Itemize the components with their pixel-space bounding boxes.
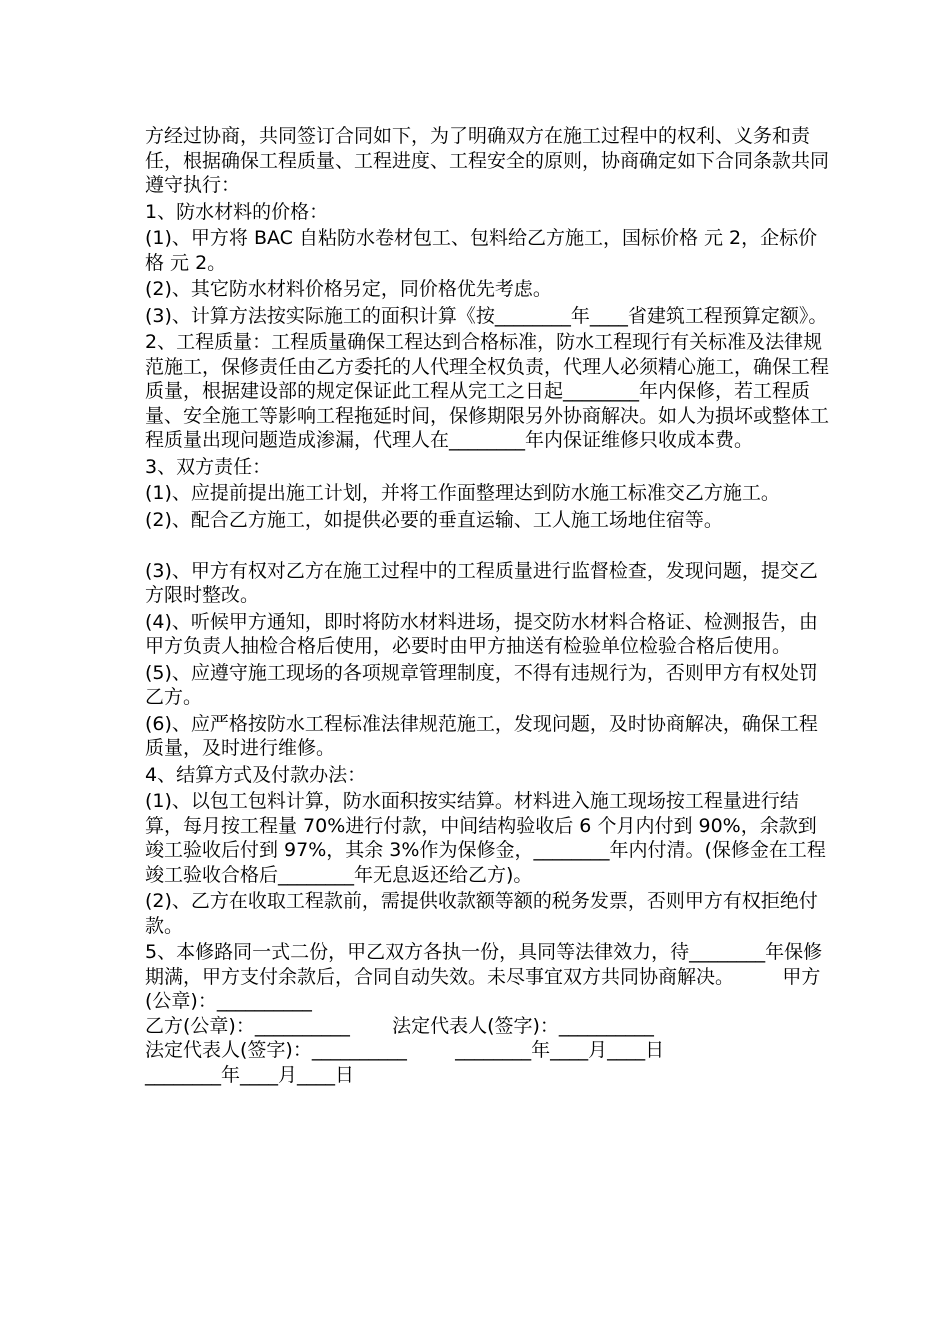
section-3-item-5: (5)、应遵守施工现场的各项规章管理制度，不得有违规行为，否则甲方有权处罚乙方。 [145, 661, 818, 708]
section-1-item-3: (3)、计算方法按实际施工的面积计算《按________年____省建筑工程预算定额》。 [145, 304, 828, 327]
section-1-item-2: (2)、其它防水材料价格另定，同价格优先考虑。 [145, 278, 552, 300]
section-1-heading: 1、防水材料的价格： [145, 200, 329, 223]
section-2-quality: 2、工程质量：工程质量确保工程达到合格标准，防水工程现行有关标准及法律规范施工，保修责任由乙方委托的人代理全权负责，代理人必须精心施工，确保工程质量，根据建设部的规定保证此工程从完工之日起________年内保修，若工程质量、安全施工等影响工程拖延时间，保修期限另外协商解决。如人为损坏或整体工程质量出现问题造成渗漏，代理人在________年内保证维修只收成本费。 [145, 331, 830, 451]
section-1-item-1: (1)、甲方将 BAC 自粘防水卷材包工、包料给乙方施工，国标价格 元 2，企标价格 元 2。 [145, 227, 818, 274]
section-3-item-4: (4)、听候甲方通知，即时将防水材料进场，提交防水材料合格证、检测报告，由甲方负责人抽检合格后使用，必要时由甲方抽送有检验单位检验合格后使用。 [145, 610, 818, 657]
section-3-item-3: (3)、甲方有权对乙方在施工过程中的工程质量进行监督检查，发现问题，提交乙方限时整改。 [145, 559, 818, 606]
intro-paragraph: 方经过协商，共同签订合同如下，为了明确双方在施工过程中的权利、义务和责任，根据确保工程质量、工程进度、工程安全的原则，协商确定如下合同条款共同遵守执行： [145, 125, 830, 196]
section-3-heading: 3、双方责任： [145, 455, 272, 478]
section-4-heading: 4、结算方式及付款办法： [145, 763, 367, 786]
signature-line-1: 乙方(公章)：__________ 法定代表人(签字)：__________ [145, 1014, 654, 1037]
section-3-item-6: (6)、应严格按防水工程标准法律规范施工，发现问题，及时协商解决，确保工程质量，及时进行维修。 [145, 712, 818, 759]
section-3-item-2: (2)、配合乙方施工，如提供必要的垂直运输、工人施工场地住宿等。 [145, 508, 723, 531]
section-5-paragraph: 5、本修路同一式二份，甲乙双方各执一份，具同等法律效力，待________年保修期满，甲方支付余款后，合同自动失效。未尽事宜双方共同协商解决。 甲方(公章)：__________ [145, 941, 823, 1012]
section-4-item-1: (1)、以包工包料计算，防水面积按实结算。材料进入施工现场按工程量进行结算，每月按工程量 70%进行付款，中间结构验收后 6 个月内付到 90%，余款到竣工验收后付到 97%，其余 3%作为保修金，________年内付清。(保修金在工程竣工验收合格后________年无息返还给乙方)。 [145, 790, 826, 886]
blank-line [145, 532, 835, 557]
signature-line-2: 法定代表人(签字)：__________ ________年____月____日 [145, 1039, 665, 1061]
signature-date-line: ________年____月____日 [145, 1063, 355, 1086]
section-3-item-1: (1)、应提前提出施工计划，并将工作面整理达到防水施工标准交乙方施工。 [145, 482, 780, 504]
contract-body [145, 124, 835, 1087]
section-4-item-2: (2)、乙方在收取工程款前，需提供收款额等额的税务发票，否则甲方有权拒绝付款。 [145, 890, 818, 937]
